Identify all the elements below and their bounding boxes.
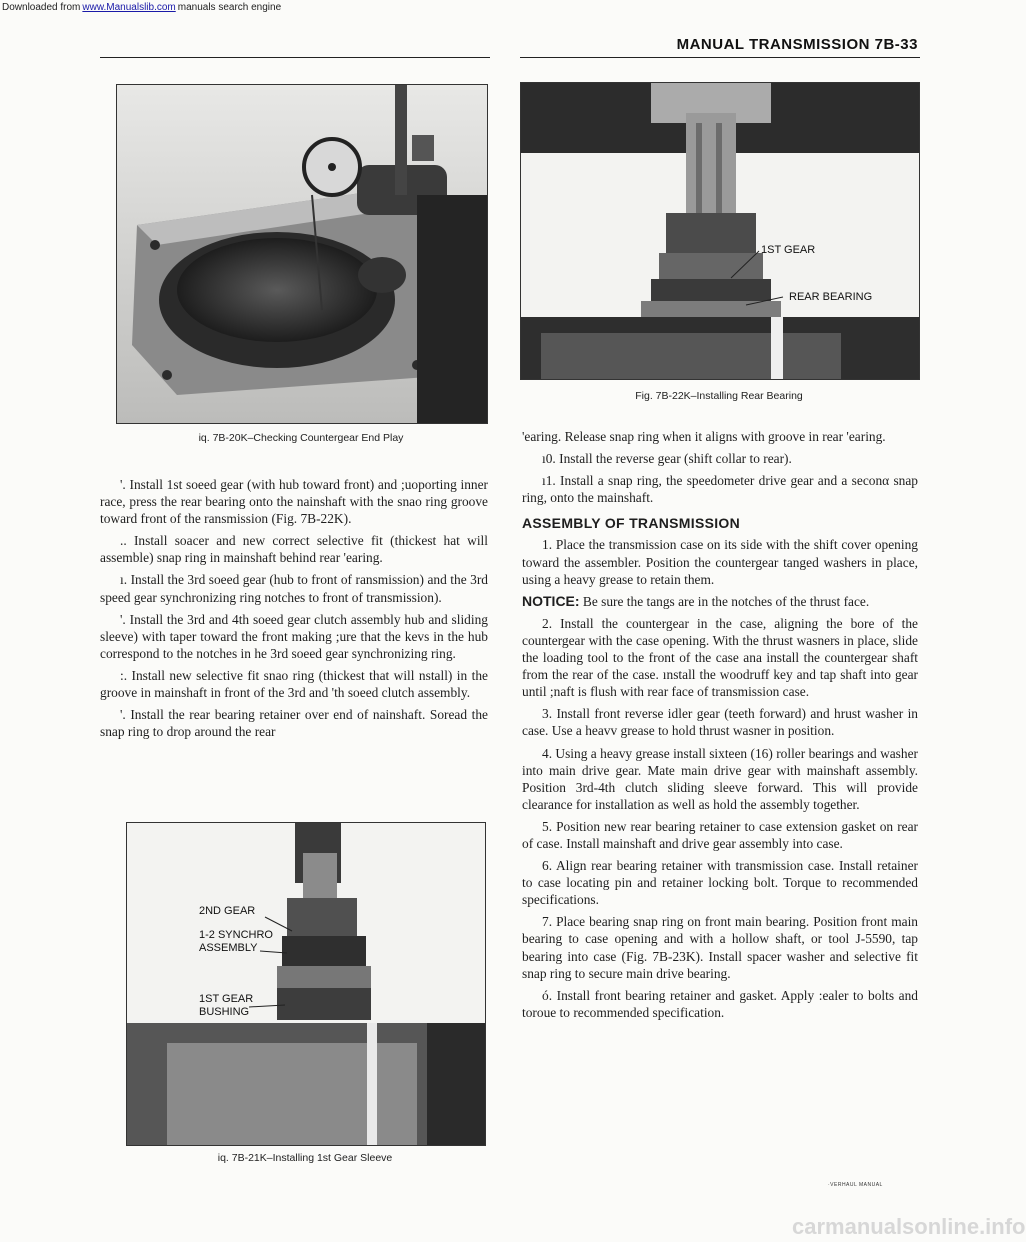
download-bar-suffix: manuals search engine (177, 1, 282, 13)
notice-text: Be sure the tangs are in the notches of the thrust face. (579, 593, 870, 609)
footer-manual-label: ·VERHAUL MANUAL (828, 1182, 883, 1188)
header-rule-left (100, 57, 490, 58)
figure-countergear-end-play (116, 84, 488, 424)
label-bushing-line2: BUSHING (199, 1006, 250, 1018)
right-paragraph: 7. Place bearing snap ring on front main bearing. Position front main bearing to case opening and with a hollow shaft, or tool J-5590, tap bearing into case (Fig. 7B-23K). Install spacer washer and selective fit snap ring to secure main drive bearing. (522, 914, 918, 981)
label-synchro-line2: ASSEMBLY (199, 942, 258, 954)
right-paragraph: ı1. Install a snap ring, the speedometer drive gear and a seconα snap ring, onto the mainshaft. (522, 473, 918, 506)
figure-rear-bearing-caption: Fig. 7B-22K–Installing Rear Bearing (635, 390, 803, 402)
left-column-text (100, 476, 488, 745)
header-rule-right (520, 57, 920, 58)
left-paragraph: .. Install soacer and new correct selective fit (thickest hat will assemble) snap ring in mainshaft behind rear 'earing. (100, 533, 488, 566)
manualslib-link[interactable]: www.Manualslib.com (82, 1, 176, 13)
left-paragraph: '. Install the 3rd and 4th soeed gear clutch assembly hub and sliding sleeve) with taper toward the front making ;ure that the kevs in the hub correspond to the notches in he 3rd soeed gear synchronizing ring. (100, 611, 488, 661)
right-paragraph: 2. Install the countergear in the case, aligning the bore of the countergear with the case opening. With the thrust wasners in place, slide the loading tool to the front of the case ana install the countergear shaft from the rear of the case. ınstall the woodruff key and tap shaft into gear until ;naft is flush with rear face of transmission case. (522, 615, 918, 700)
label-rear-bearing: REAR BEARING (789, 291, 873, 303)
figure-installing-1st-gear-sleeve (126, 822, 486, 1146)
left-paragraph: '. Install 1st soeed gear (with hub toward front) and ;uoporting inner race, press the rear bearing onto the nainshaft with the snao ring groove toward front of the ransmission (Fig. 7B-22K). (100, 477, 488, 527)
label-1st-gear: 1ST GEAR (761, 244, 816, 256)
figure-countergear-caption: iq. 7B-20K–Checking Countergear End Play (198, 432, 404, 444)
right-paragraph: ó. Install front bearing retainer and gasket. Apply :ealer to bolts and toroue to recommended specification. (522, 987, 918, 1020)
download-bar (0, 0, 960, 14)
notice-label: NOTICE: (522, 592, 580, 609)
figure-installing-rear-bearing (520, 82, 920, 380)
right-paragraph: 3. Install front reverse idler gear (teeth forward) and hrust washer in case. Use a heavv grease to hold thrust wasner in position. (522, 706, 918, 739)
right-paragraph: 5. Position new rear bearing retainer to case extension gasket on rear of case. Install mainshaft and drive gear assembly into case. (522, 818, 918, 851)
right-paragraph: 'earing. Release snap ring when it aligns with groove in rear 'earing. (522, 429, 886, 444)
notice-paragraph (522, 593, 918, 610)
left-paragraph: ı. Install the 3rd soeed gear (hub to front of ransmission) and the 3rd speed gear synchronizing ring notches to front of transmission). (100, 572, 488, 605)
page-header: ΜANUAL TRANSMISSION 7B-33 (676, 36, 918, 53)
right-paragraph: 4. Using a heavy grease install sixteen (16) roller bearings and washer into main drive gear. Mate main drive gear with mainshaft assembly. Position 3rd-4th clutch sliding sleeve forward. This will provide clearance for installation as well as hold the assembly together. (522, 745, 918, 812)
right-paragraph: 6. Align rear bearing retainer with transmission case. Install retainer to case locating pin and retainer locking bolt. Torque to recommended specifications. (522, 858, 918, 908)
right-column-text (522, 428, 918, 1026)
download-bar-prefix: Downloaded from (2, 1, 81, 13)
label-bushing-line1: 1ST GEAR (199, 993, 254, 1005)
right-paragraph: ı0. Install the reverse gear (shift collar to rear). (542, 451, 792, 467)
figure-gear-sleeve-caption: iq. 7B-21K–Installing 1st Gear Sleeve (217, 1152, 393, 1164)
section-heading: ASSEMBLY OF TRANSMISSION (522, 515, 741, 532)
label-2nd-gear: 2ND GEAR (199, 905, 256, 917)
label-synchro-line1: 1-2 SYNCHRO (199, 929, 273, 941)
watermark: carmanualsonline.info (792, 1214, 1026, 1239)
right-paragraph: 1. Place the transmission case on its side with the shift cover opening toward the assembler. Position the countergear tanged washers in place, using a heavy grease to retain them. (522, 537, 918, 587)
left-paragraph: :. Install new selective fit snao ring (thickest that will nstall) in the groove in mainshaft in front of the 3rd and 'th soeed clutch assembly. (100, 667, 488, 701)
left-paragraph: '. Install the rear bearing retainer over end of nainshaft. Soread the snap ring to drop around the rear (100, 707, 488, 740)
